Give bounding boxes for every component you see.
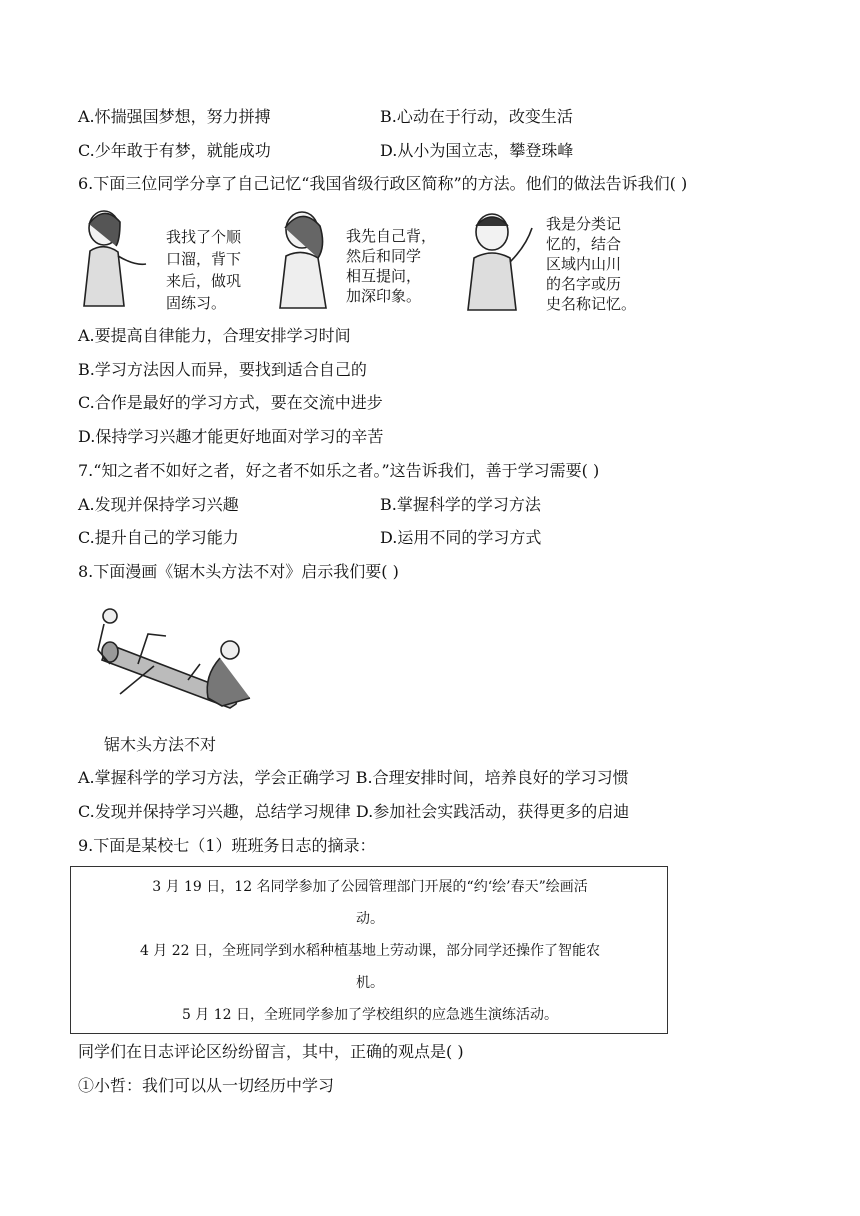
q7-option-a: A.发现并保持学习兴趣 <box>78 495 239 514</box>
bubble-3-line: 的名字或历 <box>546 275 622 293</box>
q8-cartoon <box>80 594 270 724</box>
bubble-1-line: 来后，做巩 <box>166 272 242 290</box>
bubble-1-line: 我找了个顺 <box>166 228 242 246</box>
q6-option-d: D.保持学习兴趣才能更好地面对学习的辛苦 <box>78 427 384 446</box>
bubble-2 <box>346 226 436 306</box>
log-line: 动。 <box>356 911 384 927</box>
q7-option-c: C.提升自己的学习能力 <box>78 528 239 547</box>
log-line: 5 月 12 日，全班同学参加了学校组织的应急逃生演练活动。 <box>181 1007 559 1023</box>
bubble-3-line: 区域内山川 <box>546 255 622 273</box>
q6-option-c: C.合作是最好的学习方式，要在交流中进步 <box>78 393 383 412</box>
q9-stem: 9.下面是某校七（1）班班务日志的摘录： <box>78 836 376 855</box>
q7-stem: 7.“知之者不如好之者，好之者不如乐之者。”这告诉我们，善于学习需要( ) <box>78 461 600 480</box>
log-line: 机。 <box>356 975 384 991</box>
q7-option-b: B.掌握科学的学习方法 <box>380 495 541 514</box>
bubble-2-line: 然后和同学 <box>346 247 422 265</box>
bubble-2-line: 加深印象。 <box>346 287 422 305</box>
q8-options-cd: C.发现并保持学习兴趣，总结学习规律 D.参加社会实践活动，获得更多的启迪 <box>78 802 630 821</box>
q5-option-c: C.少年敢于有梦，就能成功 <box>78 141 271 160</box>
bubble-3-line: 我是分类记 <box>546 215 622 233</box>
bubble-2-line: 相互提问， <box>346 267 422 285</box>
q6-option-a: A.要提高自律能力，合理安排学习时间 <box>78 326 351 345</box>
log-line: 3 月 19 日，12 名同学参加了公园管理部门开展的“约‘绘’春天”绘画活 <box>152 879 588 895</box>
bubble-2-line: 我先自己背， <box>346 227 437 245</box>
bubble-3-line: 史名称记忆。 <box>546 295 637 313</box>
sawing-log-cartoon <box>80 594 270 724</box>
q7-option-d: D.运用不同的学习方式 <box>380 528 542 547</box>
q8-stem: 8.下面漫画《锯木头方法不对》启示我们要( ) <box>78 562 399 581</box>
q9-item-1: ①小哲：我们可以从一切经历中学习 <box>78 1076 335 1095</box>
log-line: 4 月 22 日，全班同学到水稻种植基地上劳动课，部分同学还操作了智能农 <box>139 943 601 959</box>
bubble-3 <box>546 214 636 314</box>
class-log-box <box>70 866 668 1034</box>
q6-stem: 6.下面三位同学分享了自己记忆“我国省级行政区简称”的方法。他们的做法告诉我们( ) <box>78 174 688 193</box>
girl-figure-1 <box>84 211 146 306</box>
boy-figure <box>468 214 532 310</box>
q8-cartoon-caption: 锯木头方法不对 <box>104 735 217 754</box>
bubble-1-line: 固练习。 <box>166 294 227 312</box>
bubble-3-line: 忆的，结合 <box>546 235 622 253</box>
girl-figure-2 <box>280 212 326 308</box>
q6-option-b: B.学习方法因人而异，要找到适合自己的 <box>78 360 367 379</box>
q9-comment-stem: 同学们在日志评论区纷纷留言，其中，正确的观点是( ) <box>78 1042 464 1061</box>
q5-option-d: D.从小为国立志，攀登珠峰 <box>380 141 574 160</box>
bubble-1-line: 口溜，背下 <box>166 250 242 268</box>
q5-option-a: A.怀揣强国梦想，努力拼搏 <box>78 107 271 126</box>
q8-options-ab: A.掌握科学的学习方法，学会正确学习 B.合理安排时间，培养良好的学习习惯 <box>78 768 629 787</box>
q5-option-b: B.心动在于行动，改变生活 <box>380 107 573 126</box>
bubble-1 <box>166 226 241 314</box>
